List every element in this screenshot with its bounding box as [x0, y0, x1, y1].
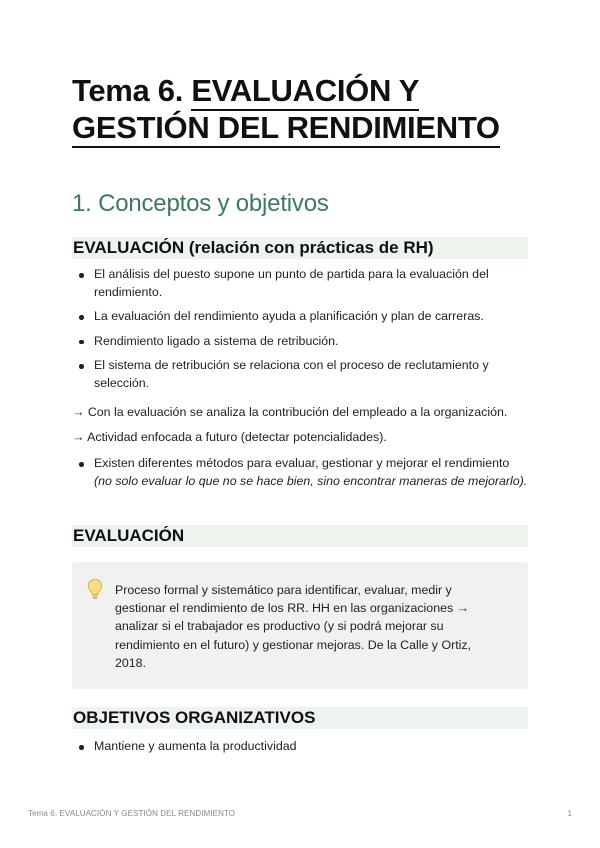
list-item-italic-note: (no solo evaluar lo que no se hace bien, sino encontrar maneras de mejorarlo). [94, 473, 528, 488]
page-number: 1 [567, 809, 572, 818]
subheading-evaluacion-relacion: EVALUACIÓN (relación con prácticas de RH) [72, 237, 528, 259]
list-item: Rendimiento ligado a sistema de retribución. [72, 333, 528, 351]
subheading-objetivos-organizativos: OBJETIVOS ORGANIZATIVOS [72, 707, 528, 729]
arrow-note: → Actividad enfocada a futuro (detectar potencialidades). [72, 430, 387, 444]
subheading-evaluacion: EVALUACIÓN [72, 525, 528, 547]
list-item: El análisis del puesto supone un punto de partida para la evaluación del rendimiento. [72, 266, 528, 301]
bullet-list-objetivos [72, 738, 528, 756]
document-title [72, 72, 532, 146]
list-item: Mantiene y aumenta la productividad [72, 738, 528, 756]
title-underlined-line-1: EVALUACIÓN Y [191, 73, 419, 111]
list-item: El sistema de retribución se relaciona con el proceso de reclutamiento y selección. [72, 357, 528, 392]
section-heading: 1. Conceptos y objetivos [72, 190, 329, 217]
title-underlined-line-2: GESTIÓN DEL RENDIMIENTO [72, 110, 500, 148]
callout-text: Proceso formal y sistemático para identificar, evaluar, medir y gestionar el rendimiento de los RR. HH en las organizaciones → analizar si el trabajador es productivo (y si podrá mejorar su rendimiento en el futuro) y gestionar mejoras. De la Calle y Ortiz, 2018. [115, 583, 472, 670]
definition-callout [72, 562, 528, 689]
list-item: La evaluación del rendimiento ayuda a planificación y plan de carreras. [72, 308, 528, 326]
bullet-list-metodos [72, 455, 528, 490]
lightbulb-icon [86, 578, 104, 600]
list-item-text: Existen diferentes métodos para evaluar, gestionar y mejorar el rendimiento [94, 456, 510, 470]
title-prefix: Tema 6. [72, 73, 192, 108]
footer-title: Tema 6. EVALUACIÓN Y GESTIÓN DEL RENDIMIENTO [28, 809, 236, 818]
page-footer [28, 809, 572, 818]
arrow-note: → Con la evaluación se analiza la contribución del empleado a la organización. [72, 405, 508, 419]
list-item [72, 455, 528, 490]
bullet-list-evaluacion [72, 266, 528, 392]
